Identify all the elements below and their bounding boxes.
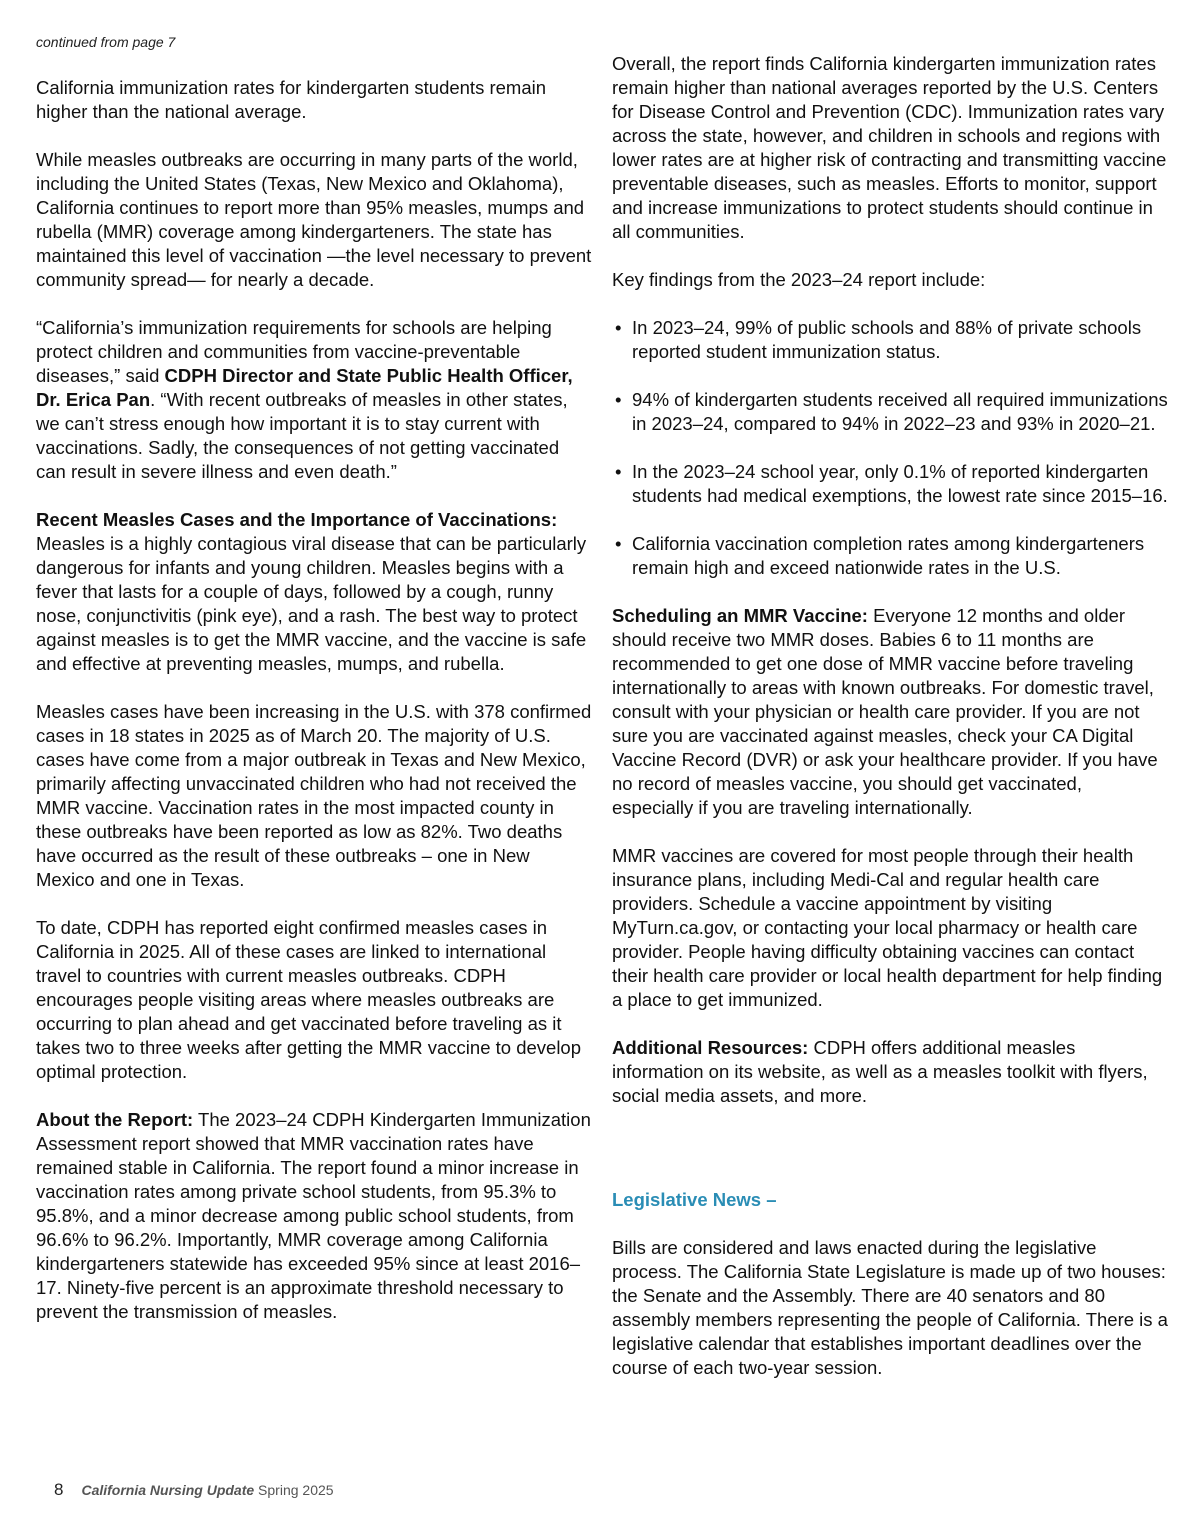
about-report-paragraph [36,1108,592,1324]
legislative-news-text: Bills are considered and laws enacted during the legislative process. The California State Legislature is made up of two houses: the Senate and the Assembly. There are 40 senators and 80 assembly members representing the people of California. There is a legislative calendar that establishes important deadlines over the course of each two-year session. [612,1237,1168,1378]
additional-resources-heading: Additional Resources: [612,1037,809,1058]
list-item: • California vaccination completion rates among kindergarteners remain high and exceed nationwide rates in the U.S. [612,532,1168,580]
page-footer [54,1480,334,1500]
quote-text-b: . “With recent outbreaks of measles in other states, we can’t stress enough how important it is to stay current with vaccinations. Sadly, the consequences of not getting vaccinated can result in severe illness and even death.” [36,389,568,482]
key-findings-list [612,316,1168,580]
publication-name: California Nursing Update [81,1482,255,1498]
overall-paragraph: Overall, the report finds California kindergarten immunization rates remain higher than national averages reported by the U.S. Centers for Disease Control and Prevention (CDC). Immunization rates vary across the state, however, and children in schools and regions with lower rates are at higher risk of contracting and transmitting vaccine preventable diseases, such as measles. Efforts to monitor, support and increase immunizations to protect students should continue in all communities. [612,53,1167,242]
continued-note: continued from page 7 [36,34,176,50]
about-report-heading: About the Report: [36,1109,194,1130]
additional-resources-paragraph [612,1036,1168,1108]
additional-resources-text: CDPH offers additional measles information on its website, as well as a measles toolkit with flyers, social media assets, and more. [612,1037,1148,1106]
quote-speaker: CDPH Director and State Public Health Officer, Dr. Erica Pan [36,365,573,410]
list-item: • 94% of kindergarten students received all required immunizations in 2023–24, compared to 94% in 2022–23 and 93% in 2020–21. [612,388,1168,436]
quote-paragraph [36,316,592,484]
intro-paragraph: California immunization rates for kindergarten students remain higher than the national average. [36,77,547,122]
recent-cases-paragraph [36,508,592,676]
quote-text-a: “California’s immunization requirements for schools are helping protect children and communities from vaccine-preventable diseases,” said [36,317,552,386]
recent-cases-heading: Recent Measles Cases and the Importance of Vaccinations: [36,509,558,530]
publication-season: Spring 2025 [258,1482,334,1498]
scheduling-paragraph [612,604,1168,820]
list-item: • In 2023–24, 99% of public schools and 88% of private schools reported student immunization status. [612,316,1168,364]
key-findings-intro: Key findings from the 2023–24 report include: [612,269,986,290]
scheduling-text: Everyone 12 months and older should receive two MMR doses. Babies 6 to 11 months are recommended to get one dose of MMR vaccine before traveling internationally to areas with known outbreaks. For domestic travel, consult with your physician or health care provider. If you are not sure you are vaccinated against measles, check your CA Digital Vaccine Record (DVR) or ask your healthcare provider. If you have no record of measles vaccine, you should get vaccinated, especially if you are traveling internationally. [612,605,1158,818]
right-column [612,52,1168,1404]
about-report-text: The 2023–24 CDPH Kindergarten Immunization Assessment report showed that MMR vaccination rates have remained stable in California. The report found a minor increase in vaccination rates among private school students, from 95.3% to 95.8%, and a minor decrease among public school students, from 96.6% to 96.2%. Importantly, MMR coverage among California kindergarteners statewide has exceeded 95% since at least 2016–17. Ninety-five percent is an approximate threshold necessary to prevent the transmission of measles. [36,1109,591,1322]
scheduling-heading: Scheduling an MMR Vaccine: [612,605,868,626]
cases-paragraph: Measles cases have been increasing in the U.S. with 378 confirmed cases in 18 states in 2025 as of March 20. The majority of U.S. cases have come from a major outbreak in Texas and New Mexico, primarily affecting unvaccinated children who had not received the MMR vaccine. Vaccination rates in the most impacted county in these outbreaks have been reported as low as 82%. Two deaths have occurred as the result of these outbreaks – one in New Mexico and one in Texas. [36,701,592,890]
cdph-paragraph: To date, CDPH has reported eight confirmed measles cases in California in 2025. All of these cases are linked to international travel to countries with current measles outbreaks. CDPH encourages people visiting areas where measles outbreaks are occurring to plan ahead and get vaccinated before traveling as it takes two to three weeks after getting the MMR vaccine to develop optimal protection. [36,917,582,1082]
left-column [36,76,592,1348]
mmr-coverage-paragraph: MMR vaccines are covered for most people through their health insurance plans, including Medi-Cal and regular health care providers. Schedule a vaccine appointment by visiting MyTurn.ca.gov, or contacting your local pharmacy or health care provider. People having difficulty obtaining vaccines can contact their health care provider or local health department for help finding a place to get immunized. [612,845,1163,1010]
page-number: 8 [54,1480,64,1499]
legislative-news-heading: Legislative News – [612,1189,777,1210]
recent-cases-text: Measles is a highly contagious viral disease that can be particularly dangerous for infants and young children. Measles begins with a fever that lasts for a couple of days, followed by a cough, runny nose, conjunctivitis (pink eye), and a rash. The best way to protect against measles is to get the MMR vaccine, and the vaccine is safe and effective at preventing measles, mumps, and rubella. [36,533,587,674]
list-item: • In the 2023–24 school year, only 0.1% of reported kindergarten students had medical exemptions, the lowest rate since 2015–16. [612,460,1168,508]
outbreak-paragraph: While measles outbreaks are occurring in many parts of the world, including the United States (Texas, New Mexico and Oklahoma), California continues to report more than 95% measles, mumps and rubella (MMR) coverage among kindergarteners. The state has maintained this level of vaccination —the level necessary to prevent community spread— for nearly a decade. [36,149,592,290]
